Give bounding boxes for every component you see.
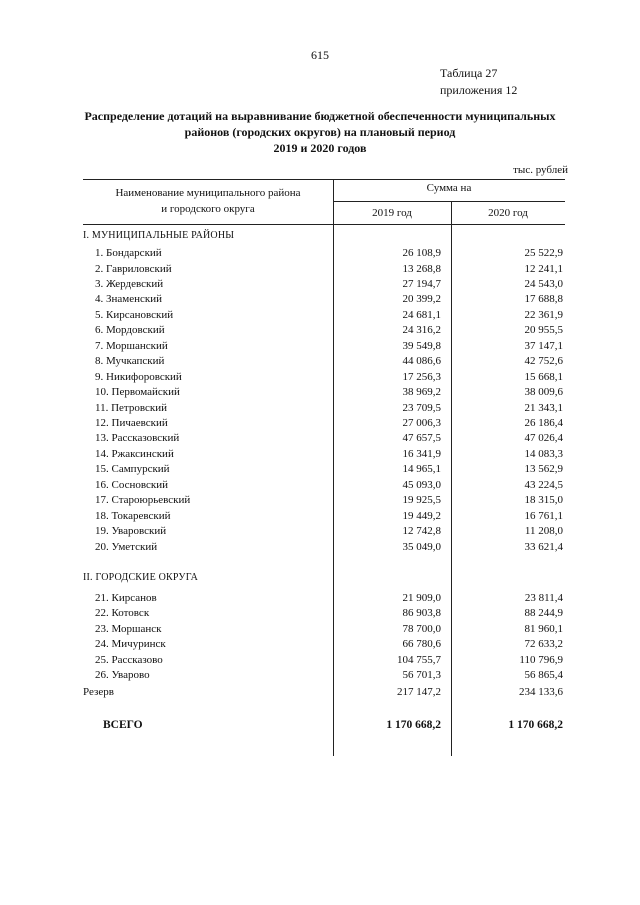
row-value-2020: 234 133,6 bbox=[519, 686, 563, 698]
row-value-2019: 23 709,5 bbox=[402, 401, 441, 414]
row-value-2020: 42 752,6 bbox=[524, 355, 563, 368]
header-name-cell bbox=[83, 185, 333, 217]
row-name: 17. Староюрьевский bbox=[95, 494, 191, 507]
row-name: 24. Мичуринск bbox=[95, 638, 166, 651]
row-value-2019: 12 742,8 bbox=[402, 525, 441, 538]
row-name: 25. Рассказово bbox=[95, 653, 163, 666]
table-row bbox=[83, 463, 565, 479]
table-row bbox=[83, 541, 565, 557]
row-name: 2. Гавриловский bbox=[95, 262, 172, 275]
row-value-2020: 88 244,9 bbox=[524, 607, 563, 620]
row-value-2019: 14 965,1 bbox=[402, 463, 441, 476]
row-name: 7. Моршанский bbox=[95, 339, 168, 352]
row-value-2020: 14 083,3 bbox=[524, 447, 563, 460]
header-mid-rule bbox=[333, 201, 565, 202]
table-row bbox=[83, 293, 565, 309]
row-name: 5. Кирсановский bbox=[95, 308, 174, 321]
row-name: 22. Котовск bbox=[95, 607, 150, 620]
total-row bbox=[83, 719, 565, 735]
table-row bbox=[83, 592, 565, 608]
title-line3: 2019 и 2020 годов bbox=[273, 141, 367, 155]
row-name: 3. Жердевский bbox=[95, 277, 164, 290]
row-value-2020: 21 343,1 bbox=[524, 401, 563, 414]
row-name: ВСЕГО bbox=[103, 719, 143, 731]
row-value-2020: 1 170 668,2 bbox=[508, 719, 563, 731]
table-row bbox=[83, 510, 565, 526]
table-label-line1: Таблица 27 bbox=[440, 66, 498, 80]
table-row bbox=[83, 247, 565, 263]
row-value-2019: 27 006,3 bbox=[402, 416, 441, 429]
row-name: 1. Бондарский bbox=[95, 247, 162, 259]
row-value-2020: 18 315,0 bbox=[524, 494, 563, 507]
row-value-2020: 22 361,9 bbox=[524, 308, 563, 321]
section-title: II. ГОРОДСКИЕ ОКРУГА bbox=[83, 572, 199, 583]
row-value-2020: 47 026,4 bbox=[524, 432, 563, 445]
row-value-2019: 19 925,5 bbox=[402, 494, 441, 507]
row-value-2019: 26 108,9 bbox=[402, 247, 441, 259]
row-value-2020: 25 522,9 bbox=[524, 247, 563, 259]
row-value-2020: 43 224,5 bbox=[524, 478, 563, 491]
table-row bbox=[83, 417, 565, 433]
table-row bbox=[83, 263, 565, 279]
row-value-2019: 21 909,0 bbox=[402, 592, 441, 604]
row-value-2020: 17 688,8 bbox=[524, 293, 563, 306]
table-row bbox=[83, 324, 565, 340]
table-row bbox=[83, 355, 565, 371]
table-row bbox=[83, 448, 565, 464]
row-value-2020: 56 865,4 bbox=[524, 669, 563, 682]
header-name-line1: Наименование муниципального района bbox=[115, 187, 301, 199]
row-value-2020: 38 009,6 bbox=[524, 386, 563, 398]
row-value-2019: 17 256,3 bbox=[402, 370, 441, 383]
row-value-2019: 35 049,0 bbox=[402, 540, 441, 553]
row-value-2019: 78 700,0 bbox=[402, 622, 441, 635]
row-name: 20. Уметский bbox=[95, 540, 158, 553]
header-year-2020: 2020 год bbox=[488, 207, 528, 219]
row-value-2019: 16 341,9 bbox=[402, 447, 441, 460]
row-value-2019: 24 316,2 bbox=[402, 324, 441, 337]
row-value-2020: 72 633,2 bbox=[524, 638, 563, 651]
row-value-2019: 39 549,8 bbox=[402, 339, 441, 352]
row-name: 8. Мучкапский bbox=[95, 355, 165, 368]
row-name: 14. Ржаксинский bbox=[95, 447, 174, 460]
row-value-2019: 104 755,7 bbox=[397, 653, 441, 666]
header-year-2019: 2019 год bbox=[372, 207, 412, 219]
row-name: 9. Никифоровский bbox=[95, 370, 182, 383]
table-row bbox=[83, 371, 565, 387]
row-value-2020: 81 960,1 bbox=[524, 622, 563, 635]
row-value-2019: 20 399,2 bbox=[402, 293, 441, 306]
table-top-rule bbox=[83, 179, 565, 180]
header-name-line2: и городского округа bbox=[161, 203, 255, 215]
table-row bbox=[83, 309, 565, 325]
row-value-2019: 45 093,0 bbox=[402, 478, 441, 491]
table-row bbox=[83, 607, 565, 623]
row-value-2020: 12 241,1 bbox=[524, 262, 563, 275]
table-row bbox=[83, 525, 565, 541]
row-name: 11. Петровский bbox=[95, 401, 167, 414]
units-label: тыс. рублей bbox=[513, 164, 568, 176]
row-name: 16. Сосновский bbox=[95, 478, 169, 491]
section-title: I. МУНИЦИПАЛЬНЫЕ РАЙОНЫ bbox=[83, 230, 235, 241]
table-label bbox=[440, 65, 517, 99]
table-row bbox=[83, 340, 565, 356]
row-name: Резерв bbox=[83, 686, 114, 698]
row-name: 12. Пичаевский bbox=[95, 416, 168, 429]
row-name: 21. Кирсанов bbox=[95, 592, 157, 604]
row-value-2019: 66 780,6 bbox=[402, 638, 441, 651]
row-value-2019: 1 170 668,2 bbox=[386, 719, 441, 731]
row-value-2019: 47 657,5 bbox=[402, 432, 441, 445]
row-value-2020: 37 147,1 bbox=[524, 339, 563, 352]
table-row bbox=[83, 479, 565, 495]
row-name: 15. Сампурский bbox=[95, 463, 170, 476]
table-row bbox=[83, 638, 565, 654]
header-sum-on: Сумма на bbox=[426, 182, 472, 194]
row-name: 23. Моршанск bbox=[95, 622, 162, 635]
table-row bbox=[83, 432, 565, 448]
row-value-2019: 86 903,8 bbox=[402, 607, 441, 620]
row-name: 4. Знаменский bbox=[95, 293, 163, 306]
row-value-2020: 23 811,4 bbox=[524, 592, 563, 604]
row-value-2019: 56 701,3 bbox=[402, 669, 441, 682]
row-value-2020: 110 796,9 bbox=[519, 653, 563, 666]
title-line2: районов (городских округов) на плановый период bbox=[184, 125, 456, 139]
table-row bbox=[83, 278, 565, 294]
row-name: 13. Рассказовский bbox=[95, 432, 180, 445]
title-line1: Распределение дотаций на выравнивание бюджетной обеспеченности муниципальных bbox=[84, 109, 556, 123]
table-row bbox=[83, 402, 565, 418]
row-name: 18. Токаревский bbox=[95, 509, 171, 522]
table-label-line2: приложения 12 bbox=[440, 83, 518, 97]
row-name: 10. Первомайский bbox=[95, 386, 180, 398]
row-value-2020: 16 761,1 bbox=[524, 509, 563, 522]
row-name: 6. Мордовский bbox=[95, 324, 165, 337]
reserve-row bbox=[83, 686, 565, 702]
row-value-2020: 11 208,0 bbox=[524, 525, 563, 538]
row-value-2020: 24 543,0 bbox=[524, 277, 563, 290]
row-value-2020: 20 955,5 bbox=[524, 324, 563, 337]
row-value-2019: 38 969,2 bbox=[402, 386, 441, 398]
row-value-2020: 13 562,9 bbox=[524, 463, 563, 476]
row-value-2019: 13 268,8 bbox=[402, 262, 441, 275]
row-name: 26. Уварово bbox=[95, 669, 150, 682]
row-value-2020: 15 668,1 bbox=[524, 370, 563, 383]
document-title bbox=[60, 108, 580, 156]
row-value-2019: 27 194,7 bbox=[402, 277, 441, 290]
row-value-2020: 26 186,4 bbox=[524, 416, 563, 429]
page-number: 615 bbox=[311, 48, 329, 62]
row-value-2019: 19 449,2 bbox=[402, 509, 441, 522]
header-bottom-rule bbox=[83, 224, 565, 225]
table-row bbox=[83, 669, 565, 685]
table-row bbox=[83, 654, 565, 670]
row-value-2019: 24 681,1 bbox=[402, 308, 441, 321]
table-row bbox=[83, 623, 565, 639]
row-name: 19. Уваровский bbox=[95, 525, 167, 538]
row-value-2019: 217 147,2 bbox=[397, 686, 441, 698]
row-value-2020: 33 621,4 bbox=[524, 540, 563, 553]
row-value-2019: 44 086,6 bbox=[402, 355, 441, 368]
table-row bbox=[83, 494, 565, 510]
table-row bbox=[83, 386, 565, 402]
